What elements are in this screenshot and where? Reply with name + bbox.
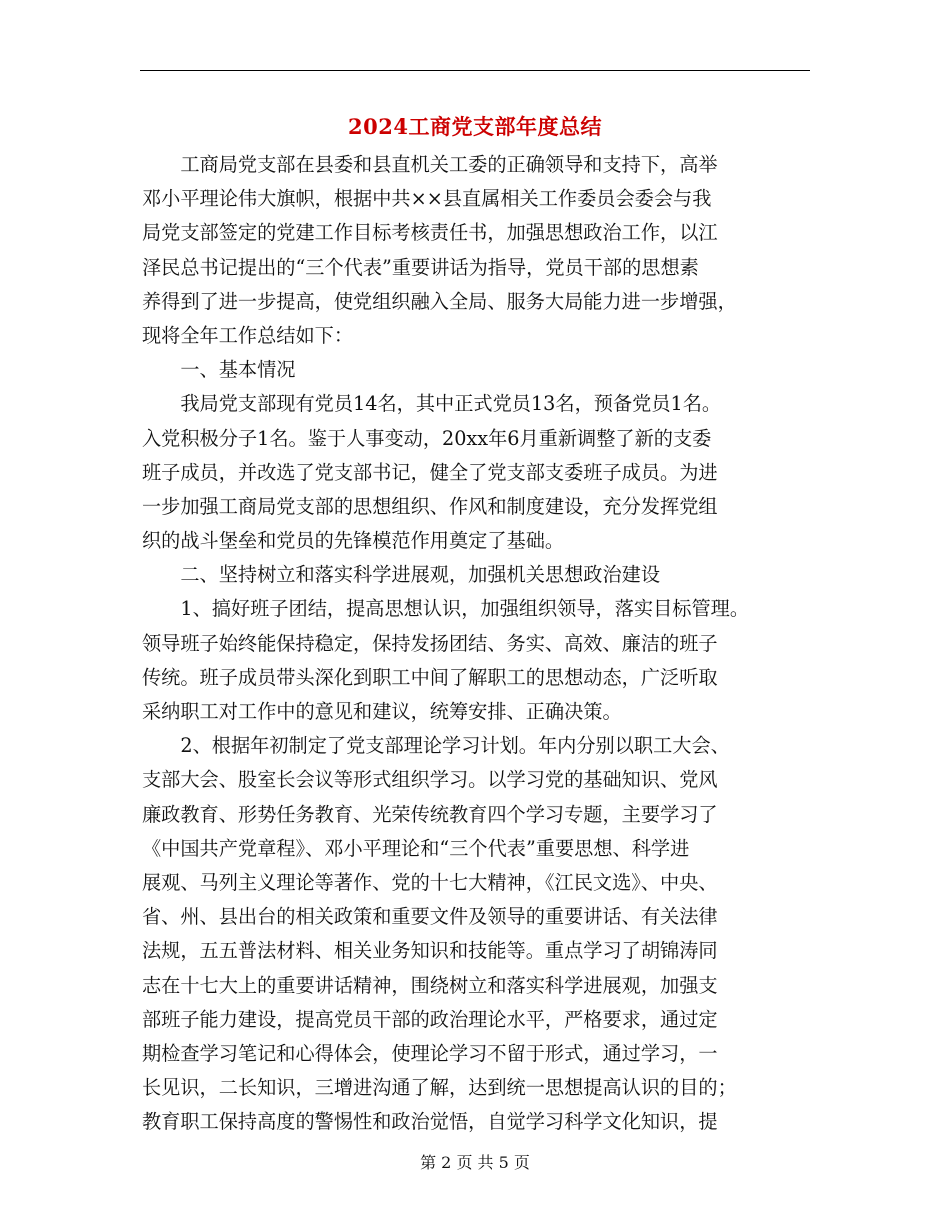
body-line: 我局党支部现有党员14名，其中正式党员13名，预备党员1名。: [142, 392, 722, 416]
body-line: 邓小平理论伟大旗帜，根据中共××县直属相关工作委员会委会与我: [142, 187, 712, 211]
body-line: 传统。班子成员带头深化到职工中间了解职工的思想动态，广泛听取: [142, 665, 718, 689]
body-line: 支部大会、股室长会议等形式组织学习。以学习党的基础知识、党风: [142, 768, 718, 792]
body-line: 采纳职工对工作中的意见和建议，统筹安排、正确决策。: [142, 700, 622, 723]
body-line: 期检查学习笔记和心得体会，使理论学习不留于形式，通过学习，一: [142, 1041, 718, 1065]
document-title: 2024工商党支部年度总结: [348, 114, 602, 139]
body-line: 养得到了进一步提高，使党组织融入全局、服务大局能力进一步增强，: [142, 289, 737, 313]
body-line: 织的战斗堡垒和党员的先锋模范作用奠定了基础。: [142, 529, 565, 553]
body-line: 教育职工保持高度的警惕性和政治觉悟，自觉学习科学文化知识，提: [142, 1110, 718, 1134]
body-line: 工商局党支部在县委和县直机关工委的正确领导和支持下，高举: [142, 153, 718, 176]
body-line: 一步加强工商局党支部的思想组织、作风和制度建设，充分发挥党组: [142, 494, 718, 518]
document-body: [142, 148, 842, 1139]
section-heading: 二、坚持树立和落实科学进展观，加强机关思想政治建设: [142, 563, 661, 587]
body-line: 领导班子始终能保持稳定，保持发扬团结、务实、高效、廉洁的班子: [142, 631, 718, 655]
body-line: 2、根据年初制定了党支部理论学习计划。年内分别以职工大会、: [142, 734, 730, 758]
body-line: 法规，五五普法材料、相关业务知识和技能等。重点学习了胡锦涛同: [142, 939, 718, 963]
body-line: 展观、马列主义理论等著作、党的十七大精神，《江民文选》、中央、: [142, 870, 718, 894]
body-line: 1、搞好班子团结，提高思想认识，加强组织领导，落实目标管理。: [142, 597, 750, 621]
body-line: 入党积极分子1名。鉴于人事变动，20xx年6月重新调整了新的支委: [142, 426, 712, 450]
body-line: 长见识，二长知识，三增进沟通了解，达到统一思想提高认识的目的；: [142, 1076, 737, 1100]
body-line: 现将全年工作总结如下：: [142, 323, 354, 347]
body-line: 《中国共产党章程》、邓小平理论和“三个代表”重要思想、科学进: [142, 836, 690, 860]
body-line: 廉政教育、形势任务教育、光荣传统教育四个学习专题，主要学习了: [142, 802, 718, 826]
header-rule: [140, 70, 810, 71]
body-line: 志在十七大上的重要讲话精神，围绕树立和落实科学进展观，加强支: [142, 973, 718, 997]
page-number: 第 2 页 共 5 页: [420, 1153, 530, 1172]
body-line: 班子成员，并改选了党支部书记，健全了党支部支委班子成员。为进: [142, 460, 718, 484]
body-line: 泽民总书记提出的“三个代表”重要讲话为指导，党员干部的思想素: [142, 255, 699, 279]
section-heading: 一、基本情况: [142, 358, 296, 382]
body-line: 部班子能力建设，提高党员干部的政治理论水平，严格要求，通过定: [142, 1007, 718, 1031]
body-line: 局党支部签定的党建工作目标考核责任书，加强思想政治工作，以江: [142, 221, 718, 245]
body-line: 省、州、县出台的相关政策和重要文件及领导的重要讲话、有关法律: [142, 905, 718, 929]
